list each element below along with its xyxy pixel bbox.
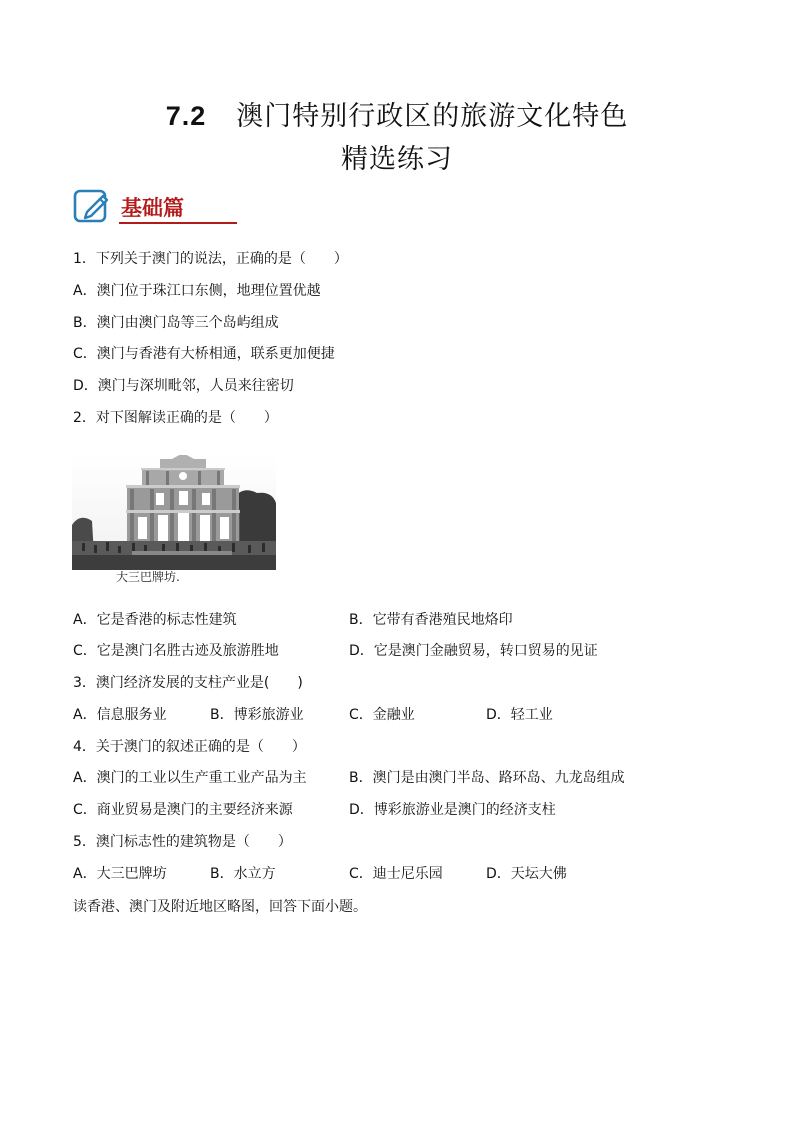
question-4-option-b: B．澳门是由澳门半岛、路环岛、九龙岛组成 bbox=[349, 770, 625, 786]
map-question-intro: 读香港、澳门及附近地区略图，回答下面小题。 bbox=[73, 899, 367, 915]
section-underline bbox=[119, 222, 237, 224]
question-1-option-b: B．澳门由澳门岛等三个岛屿组成 bbox=[73, 315, 279, 331]
question-5-option-b: B．水立方 bbox=[210, 866, 276, 882]
question-4-option-c: C．商业贸易是澳门的主要经济来源 bbox=[73, 802, 293, 818]
question-3-stem: 3．澳门经济发展的支柱产业是( ) bbox=[73, 675, 303, 691]
lesson-title: 澳门特别行政区的旅游文化特色 bbox=[236, 101, 629, 132]
question-3-option-c: C．金融业 bbox=[349, 707, 415, 723]
page-subtitle: 精选练习 bbox=[341, 144, 453, 175]
question-3-option-b: B．博彩旅游业 bbox=[210, 707, 304, 723]
question-2-option-c: C．它是澳门名胜古迹及旅游胜地 bbox=[73, 643, 279, 659]
question-1-option-a: A．澳门位于珠江口东侧，地理位置优越 bbox=[73, 283, 321, 299]
question-5-option-d: D．天坛大佛 bbox=[486, 866, 567, 882]
question-3-option-d: D．轻工业 bbox=[486, 707, 553, 723]
question-2-option-d: D．它是澳门金融贸易，转口贸易的见证 bbox=[349, 643, 598, 659]
question-4-option-d: D．博彩旅游业是澳门的经济支柱 bbox=[349, 802, 556, 818]
ruins-of-st-paul-photo bbox=[72, 455, 276, 570]
question-1-option-c: C．澳门与香港有大桥相通，联系更加便捷 bbox=[73, 346, 335, 362]
page-title bbox=[0, 98, 794, 135]
question-5-stem: 5．澳门标志性的建筑物是（ ） bbox=[73, 834, 292, 850]
question-4-stem: 4．关于澳门的叙述正确的是（ ） bbox=[73, 739, 306, 755]
section-label: 基础篇 bbox=[121, 195, 184, 220]
ruins-facade-illustration bbox=[72, 455, 276, 570]
question-5-option-a: A．大三巴牌坊 bbox=[73, 866, 167, 882]
question-1-stem: 1．下列关于澳门的说法，正确的是（ ） bbox=[73, 251, 348, 267]
question-2-option-b: B．它带有香港殖民地烙印 bbox=[349, 612, 513, 628]
question-1-option-d: D．澳门与深圳毗邻，人员来往密切 bbox=[73, 378, 294, 394]
edit-note-icon bbox=[73, 187, 111, 225]
photo-caption: 大三巴牌坊. bbox=[116, 570, 180, 584]
question-4-option-a: A．澳门的工业以生产重工业产品为主 bbox=[73, 770, 307, 786]
lesson-number: 7.2 bbox=[165, 101, 207, 131]
question-5-option-c: C．迪士尼乐园 bbox=[349, 866, 443, 882]
question-2-option-a: A．它是香港的标志性建筑 bbox=[73, 612, 237, 628]
question-3-option-a: A．信息服务业 bbox=[73, 707, 167, 723]
question-2-stem: 2．对下图解读正确的是（ ） bbox=[73, 410, 278, 426]
